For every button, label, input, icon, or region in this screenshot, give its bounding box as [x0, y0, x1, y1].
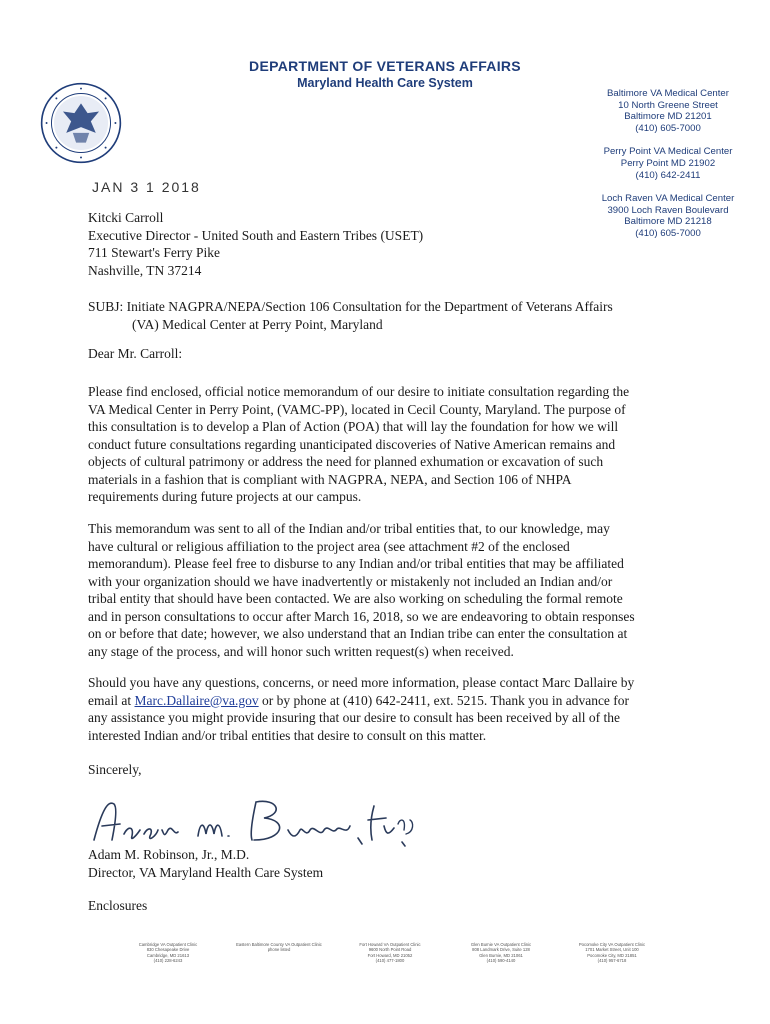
footer-line: Glen Burnie VA Outpatient Clinic — [470, 942, 532, 947]
facility-baltimore — [580, 88, 756, 134]
email-link[interactable]: Marc.Dallaire@va.gov — [134, 692, 259, 708]
footer-line: Fort Howard, MD 21052 — [367, 952, 413, 958]
footer-clinic — [564, 942, 660, 964]
footer-clinic — [120, 942, 216, 964]
footer-line: 808 Landmark Drive, Suite 128 — [472, 947, 530, 953]
footer-line: Cambridge, MD 21613 — [146, 952, 190, 958]
subject-line — [88, 298, 688, 333]
facility-line: Baltimore MD 21201 — [624, 111, 712, 123]
handwritten-signature — [88, 790, 418, 850]
facility-line: Baltimore MD 21218 — [624, 216, 712, 228]
facility-line: (410) 642-2411 — [635, 169, 701, 181]
health-system-heading: Maryland Health Care System — [297, 76, 473, 90]
text-line: any assistance you might provide insuring that our desire to consult has been received by all of the — [88, 710, 620, 725]
recipient-city: Nashville, TN 37214 — [88, 262, 202, 278]
facility-line: (410) 605-7000 — [635, 122, 701, 134]
body-paragraph-2 — [88, 520, 688, 660]
text-fragment: or by phone at (410) 642-2411, ext. 5215. Thank you in advance for — [258, 692, 630, 708]
text-line: this consultation is to develop a Plan of Action (POA) that will lay the foundation for how we will — [88, 419, 619, 434]
footer-line: Cambridge VA Outpatient Clinic — [138, 942, 198, 947]
footer-line: (410) 477-1800 — [375, 958, 405, 964]
text-line: conduct future consultations regarding unanticipated discoveries of Native American remains and — [88, 436, 616, 452]
footer-line: 1701 Market Street, Unit 100 — [585, 947, 639, 953]
footer-line: 9600 North Point Road — [368, 947, 412, 953]
facility-perry-point — [580, 146, 756, 181]
body-paragraph-3 — [88, 674, 688, 744]
text-line — [88, 692, 688, 710]
text-line: interested Indian and/or tribal entities that desire to consult on this matter. — [88, 727, 487, 743]
text-line: requirements during future projects at our campus. — [88, 489, 362, 504]
text-line: objects of cultural patrimony or address the need for planned exhumation or excavation of such — [88, 454, 604, 469]
footer-line: Eastern Baltimore County VA Outpatient Clinic — [236, 942, 322, 947]
text-line: tribal entity that should have been contacted. We are also working on scheduling the formal remote — [88, 591, 623, 606]
department-heading: DEPARTMENT OF VETERANS AFFAIRS — [249, 58, 521, 74]
enclosures-note: Enclosures — [88, 898, 148, 913]
text-line: This memorandum was sent to all of the Indian and/or tribal entities that, to our knowledge, may — [88, 521, 610, 536]
recipient-name: Kitcki Carroll — [88, 210, 164, 225]
footer-line: (410) 590-4140 — [486, 958, 516, 964]
footer-clinics — [120, 942, 660, 964]
text-line: VA Medical Center in Perry Point, (VAMC-PP), located in Cecil County, Maryland. The purpose of — [88, 401, 626, 417]
facility-line: (410) 605-7000 — [635, 227, 701, 239]
signer-block — [88, 846, 323, 882]
text-fragment: email at — [88, 692, 135, 708]
facility-loch-raven — [580, 193, 756, 239]
facility-address-column — [580, 88, 756, 252]
text-line: on or before that date; however, we also understand that an Indian tribe can enter the consultation at — [88, 626, 628, 641]
va-seal-logo — [40, 82, 122, 164]
text-line: have cultural or religious affiliation to the project area (see attachment #2 of the enclosed — [88, 538, 570, 554]
text-line: memorandum). Please feel free to disburse to any Indian and/or tribal entities that may be affiliated — [88, 556, 624, 571]
signer-name: Adam M. Robinson, Jr., M.D. — [88, 847, 250, 862]
facility-line: 3900 Loch Raven Boulevard — [607, 204, 729, 216]
date-stamp: JAN 3 1 2018 — [92, 179, 201, 195]
recipient-title: Executive Director - United South and Eastern Tribes (USET) — [88, 227, 424, 243]
footer-clinic — [231, 942, 327, 964]
facility-line: Baltimore VA Medical Center — [607, 88, 729, 99]
footer-line: 830 Chesapeake Drive — [146, 947, 190, 953]
facility-line: Loch Raven VA Medical Center — [601, 193, 735, 205]
footer-line: phone listed — [267, 947, 291, 953]
text-line: materials in a fashion that is compliant with NAGPRA, NEPA, and Section 106 of NHPA — [88, 471, 572, 487]
facility-line: 10 North Greene Street — [618, 99, 718, 111]
recipient-street: 711 Stewart's Ferry Pike — [88, 245, 221, 260]
salutation: Dear Mr. Carroll: — [88, 346, 183, 361]
footer-line: (410) 957-6718 — [597, 958, 627, 964]
footer-clinic — [453, 942, 549, 964]
footer-line: Pocomoke City, MD 21851 — [587, 952, 637, 958]
text-line: and in person consultations to occur after March 16, 2018, so we are endeavoring to obtain responses — [88, 608, 635, 624]
text-line: any stage of the process, and will honor such written request(s) when received. — [88, 643, 514, 659]
subject-line-2: (VA) Medical Center at Perry Point, Maryland — [132, 316, 383, 332]
text-line: with your organization should we have inadvertently or mistakenly not included an Indian and/or — [88, 573, 613, 589]
closing: Sincerely, — [88, 762, 142, 777]
text-line: Should you have any questions, concerns, or need more information, please contact Marc Dallaire by — [88, 675, 635, 690]
footer-clinic — [342, 942, 438, 964]
facility-line: Perry Point VA Medical Center — [603, 146, 733, 158]
body-paragraph-1 — [88, 383, 688, 506]
recipient-address — [88, 209, 423, 279]
facility-line: Perry Point MD 21902 — [620, 157, 716, 169]
subject-line-1: SUBJ: Initiate NAGPRA/NEPA/Section 106 Consultation for the Department of Veterans Affairs — [88, 299, 613, 314]
text-line: Please find enclosed, official notice memorandum of our desire to initiate consultation regarding the — [88, 384, 630, 399]
signer-title: Director, VA Maryland Health Care System — [88, 865, 324, 880]
footer-line: Glen Burnie, MD 21061 — [479, 952, 523, 958]
footer-line: (410) 228-6243 — [153, 958, 183, 964]
footer-line: Fort Howard VA Outpatient Clinic — [359, 942, 421, 947]
footer-line: Pocomoke City VA Outpatient Clinic — [578, 942, 646, 947]
